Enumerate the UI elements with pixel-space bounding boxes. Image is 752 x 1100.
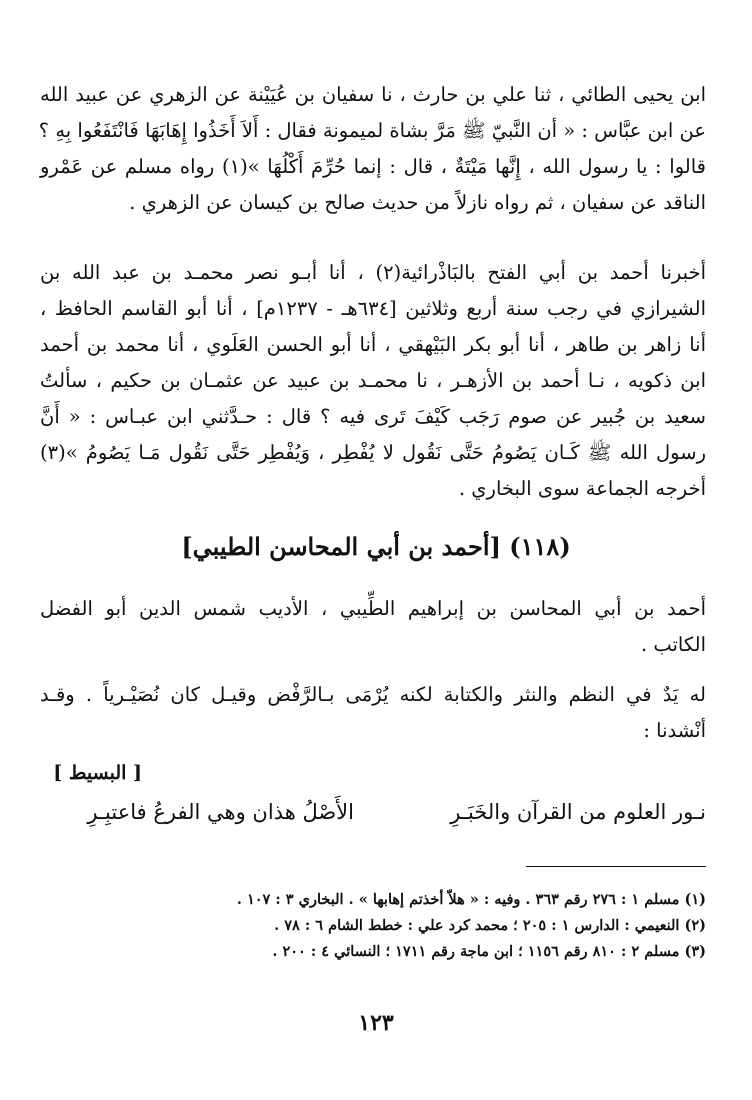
text-line-7: أنا زاهر بن طاهر ، أنا أبو بكر البَيْهقي ، أنا أبو الحسن العَلَوي ، أنا محمد بن أحمد (40, 333, 706, 356)
poetic-meter-label: [ البسيط ] (53, 762, 142, 784)
footnote-1: (١) مسلم ١ : ٢٧٦ رقم ٣٦٣ . وفيه : « هلاّ أخذتم إهابها » . البخاري ٣ : ١٠٧ . (236, 891, 706, 908)
page-number: ١٢٣ (358, 1010, 394, 1036)
footnote-2: (٢) النعيمي : الدارس ١ : ٢٠٥ ؛ محمد كرد علي : خطط الشام ٦ : ٧٨ . (274, 917, 706, 934)
verse-first-hemistich: نـور العلوم من القرآن والخَبَـرِ (450, 800, 706, 824)
verse-second-hemistich: الأَصْلُ هذان وهي الفرعُ فاعتبِـرِ (87, 800, 354, 824)
text-line-2: عن ابن عبَّاس : « أن النَّبيّ ﷺ مَرَّ بشاة لميمونة فقال : أَلاَ أَخَذُوا إِهَابَهَا فَانْتَفَعُوا بِهِ ؟ (38, 119, 706, 142)
text-line-14: له يَدٌ في النظم والنثر والكتابة لكنه يُرْمَى بـالرَّفْض وقيـل كان نُصَيْـرياً . وقـد (40, 683, 706, 706)
text-line-9: سعيد بن جُبير عن صوم رَجَب كَيْفَ تَرى فيه ؟ قال : حـدَّثني ابن عبـاس : « أَنَّ (40, 405, 706, 428)
text-line-10: رسول الله ﷺ كَـان يَصُومُ حَتَّى نَقُول لا يُفْطِر ، وَيُفْطِر حَتَّى نَقُول مَـا يَصُومُ »(٣) (40, 441, 706, 464)
footnote-3: (٣) مسلم ٢ : ٨١٠ رقم ١١٥٦ ؛ ابن ماجة رقم ١٧١١ ؛ النسائي ٤ : ٢٠٠ . (272, 943, 706, 960)
text-line-13: الكاتب . (640, 633, 706, 656)
text-line-6: الشيرازي في رجب سنة أربع وثلاثين [٦٣٤هـ - ١٢٣٧م] ، أنا أبو القاسم الحافظ ، (40, 297, 706, 320)
text-line-11: أخرجه الجماعة سوى البخاري . (458, 477, 706, 500)
text-line-15: أنْشدنا : (643, 719, 706, 742)
text-line-1: ابن يحيى الطائي ، ثنا علي بن حارث ، نا سفيان بن عُيَيْنة عن الزهري عن عبيد الله (40, 83, 706, 106)
text-line-12: أحمد بن أبي المحاسن بن إبراهيم الطِّيبي ، الأديب شمس الدين أبو الفضل (40, 597, 706, 620)
text-line-3: قالوا : يا رسول الله ، إِنَّها مَيْتَةٌ ، قال : إنما حُرِّمَ أَكْلُهَا »(١) رواه مسلم عن عَمْرو (40, 155, 706, 178)
entry-heading: (١١٨) [أحمد بن أبي المحاسن الطيبي] (181, 532, 571, 561)
footnote-divider (526, 866, 706, 867)
text-line-4: الناقد عن سفيان ، ثم رواه نازلاً من حديث صالح بن كيسان عن الزهري . (129, 191, 706, 214)
text-line-5: أخبرنا أحمد بن أبي الفتح بالبَاذْرائية(٢) ، أنا أبـو نصر محمـد بن عبد الله بن (40, 261, 706, 284)
text-line-8: ابن ذكويه ، نـا أحمد بن الأزهـر ، نا محمـد بن عبيد عن عثمـان بن حكيم ، سألتُ (40, 369, 706, 392)
